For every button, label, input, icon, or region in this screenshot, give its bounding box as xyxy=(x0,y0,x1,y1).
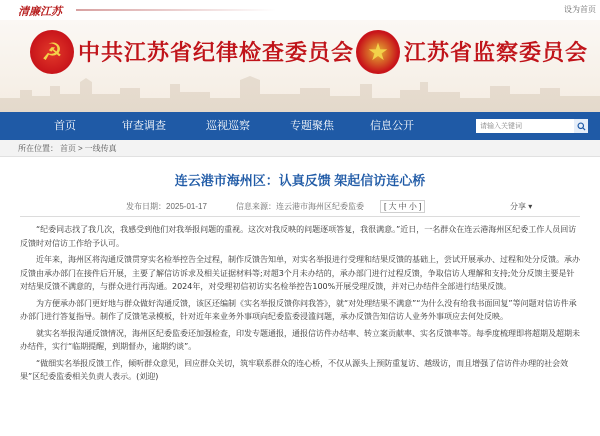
article-title: 连云港市海州区：认真反馈 架起信访连心桥 xyxy=(174,173,426,188)
body-paragraph: 为方便承办部门更好地与群众做好沟通反馈，该区还编制《实名举报反馈你问我答》，就“对处理结果不满意”“为什么没有给我书面回复”等问题对信访件承办部门进行答复指导。制作了反馈笔录模板，针对近年来业务外事项向纪委监委浸滥问题，承办反馈告知信访人业务外事项应去何处反映。 xyxy=(20,298,577,321)
national-emblem xyxy=(356,30,400,74)
cityscape-backdrop xyxy=(0,68,600,112)
nav-item-investigation[interactable]: 审查调查 xyxy=(122,120,166,132)
divider xyxy=(20,216,580,217)
hammer-sickle-icon: ☭ xyxy=(41,38,63,66)
star-icon: ★ xyxy=(367,38,389,66)
supervision-commission-title: 江苏省监察委员会 xyxy=(404,40,589,66)
nav-item-info-disclosure[interactable]: 信息公开 xyxy=(370,120,414,132)
nav-item-inspection[interactable]: 巡视巡察 xyxy=(206,120,250,132)
font-size-toggle[interactable]: [ 大 中 小 ] xyxy=(380,200,425,213)
main-nav xyxy=(0,112,600,140)
breadcrumb-current[interactable]: 一线传真 xyxy=(84,144,117,153)
body-paragraph: “做细实名举报反馈工作，倾听群众意见，回应群众关切，筑牢联系群众的连心桥，不仅从源头上预防重复访、越级访，而且增强了信访件办理的社会效果”区纪委监委相关负责人表示。(刘迎) xyxy=(20,358,569,381)
breadcrumb-home[interactable]: 首页 xyxy=(60,144,76,153)
article-meta xyxy=(0,201,600,215)
nav-item-home[interactable]: 首页 xyxy=(54,120,76,132)
party-emblem xyxy=(30,30,74,74)
logo-underline xyxy=(76,9,276,11)
search-input[interactable]: 请输入关键词 xyxy=(476,119,574,133)
search-icon xyxy=(577,122,586,131)
top-strip xyxy=(0,0,600,20)
nav-item-special-focus[interactable]: 专题聚焦 xyxy=(290,120,334,132)
chevron-down-icon: ▾ xyxy=(528,202,533,211)
set-homepage-link[interactable]: 设为首页 xyxy=(564,5,596,14)
publish-date: 发布日期：2025-01-17 xyxy=(126,202,207,211)
search-button[interactable] xyxy=(574,119,588,133)
article-body xyxy=(20,223,580,387)
body-paragraph: 就实名举报沟通反馈情况，海州区纪委监委还加强检查，印发专题通报，通报信访件办结率、转立案贡献率、实名反馈率等。每季度梳理即将超期及超期未办结件，实行“临期提醒，到期督办，逾期约谈”。 xyxy=(20,328,580,351)
share-label: 分享 xyxy=(510,202,526,211)
body-paragraph: “纪委同志找了我几次，我感受到他们对我举报问题的重视。这次对我反映的问题逐项答复，我很满意。”近日，一名群众在连云港海州区纪委工作人员回访反馈时对信访工作给予认可。 xyxy=(20,225,577,248)
share-button[interactable] xyxy=(510,201,532,212)
site-logo-text[interactable]: 清廉江苏 xyxy=(18,5,62,18)
breadcrumb-bar xyxy=(0,140,600,157)
article-source: 信息来源：连云港市海州区纪委监委 xyxy=(236,202,364,211)
body-paragraph: 近年来，海州区将沟通反馈贯穿实名检举控告全过程，制作反馈告知单，对实名举报进行受理和结果反馈的基础上，尝试开展承办、过程和处分反馈。承办反馈由承办部门在接件后开展，主要了解信访诉求及相关证据材料等;对超3个月未办结的，承办部门进行过程反馈，争取信访人理解和支持;处分反馈主要是针对结果反馈不满意的，与群众进行再沟通。2024年，对受理初信初访实名检举控告100%开展受理反馈，并对已办结件全部进行结果反馈。 xyxy=(20,255,580,291)
breadcrumb-separator: > xyxy=(78,144,83,153)
header-banner xyxy=(0,20,600,112)
breadcrumb xyxy=(18,143,119,154)
discipline-commission-title: 中共江苏省纪律检查委员会 xyxy=(78,40,355,66)
breadcrumb-prefix: 所在位置： xyxy=(18,144,58,153)
